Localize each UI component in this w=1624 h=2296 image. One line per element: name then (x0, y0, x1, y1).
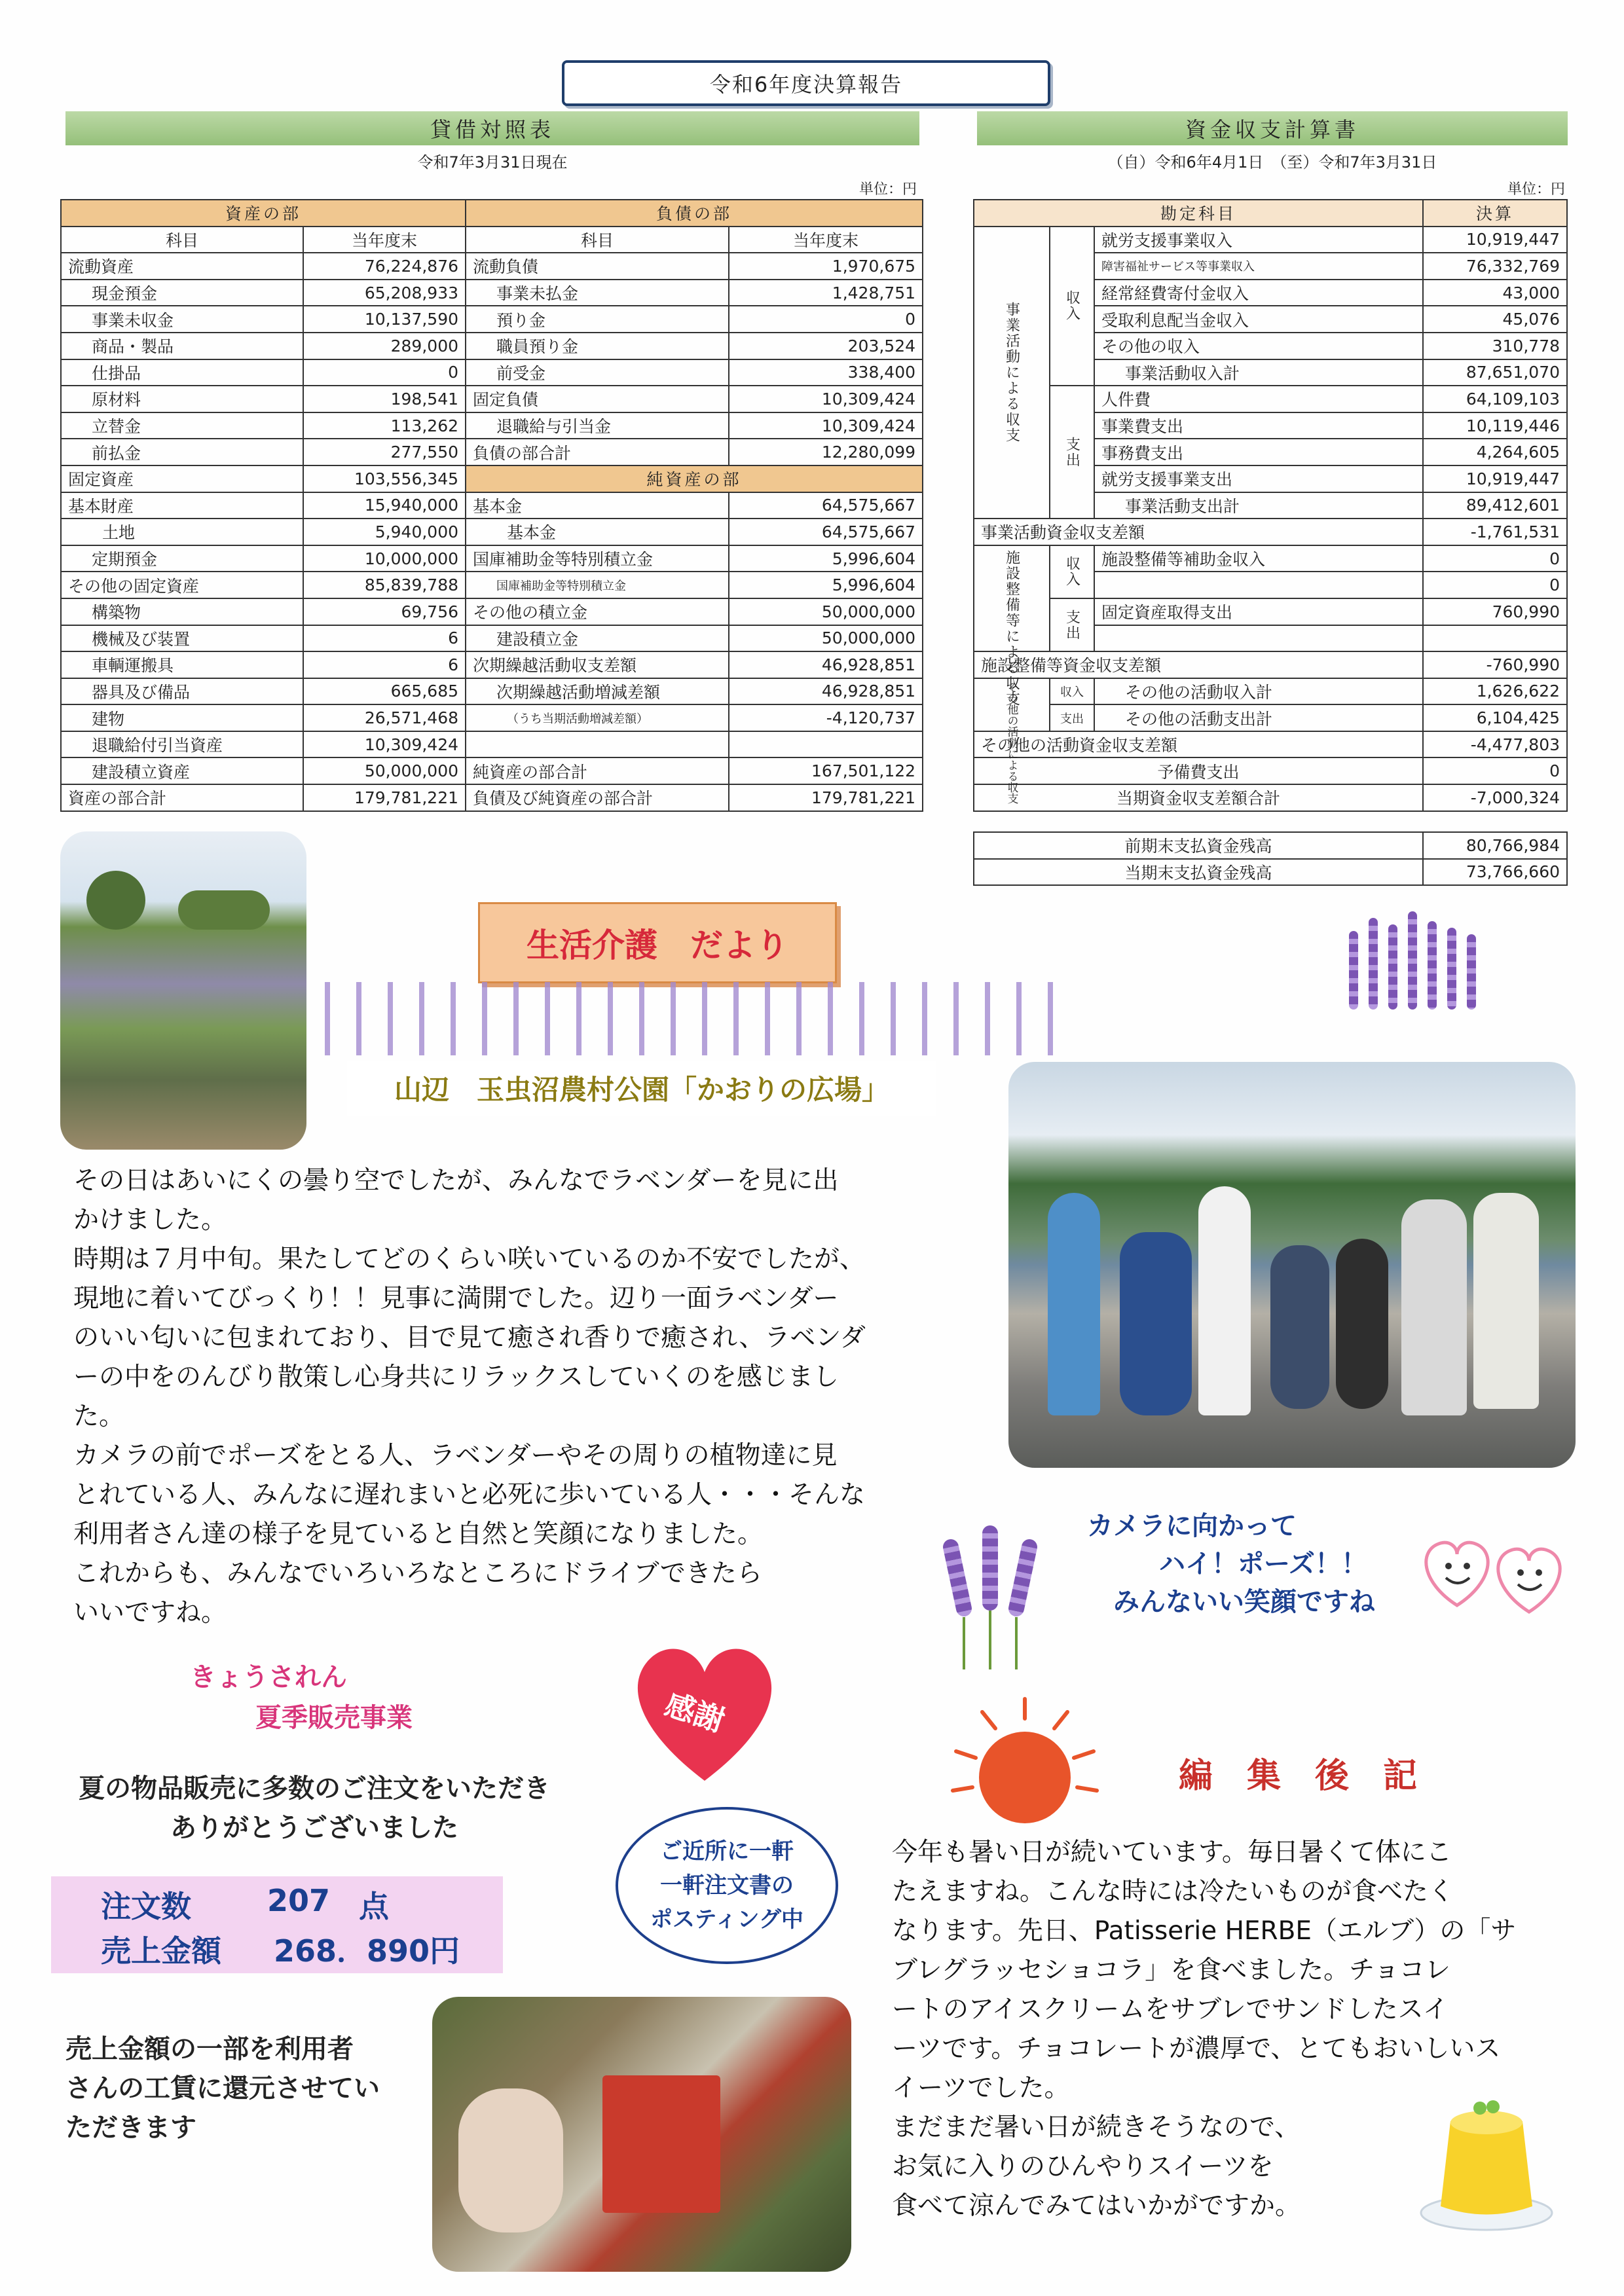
bs-cell: その他の固定資産 (61, 572, 303, 598)
cf-row: その他の収入 (1094, 333, 1423, 359)
bs-cell: 665,685 (303, 678, 466, 705)
editor-line: ブレグラッセショコラ」を食べました。チョコレ (892, 1956, 1450, 1985)
lavender-field-photo (60, 831, 306, 1150)
editor-line: お気に入りのひんやりスイーツを (892, 2152, 1274, 2181)
person-shape (458, 2088, 563, 2232)
bs-cell: 資産の部 (61, 200, 466, 227)
sun-icon (943, 1692, 1107, 1823)
body-line: た。 (73, 1402, 125, 1431)
bs-cell: 103,556,345 (303, 465, 466, 492)
bs-cell: その他の積立金 (466, 598, 729, 625)
cf-expense: 支出 (1050, 386, 1094, 519)
bs-cell: 原材料 (61, 386, 303, 412)
body-line: のいい匂いに包まれており、目で見て癒され香りで癒され、ラベンダ (73, 1323, 866, 1353)
cf-value: 310,778 (1423, 333, 1567, 359)
bs-cell: 流動負債 (466, 253, 729, 280)
cf-row: 受取利息配当金収入 (1094, 306, 1423, 333)
body-line: 利用者さん達の様子を見ていると自然と笑顔になりました。 (73, 1520, 764, 1549)
cf-value: 43,000 (1423, 280, 1567, 306)
posting-circle (616, 1807, 838, 1964)
bs-cell: 46,928,851 (729, 651, 923, 678)
posting-line: ご近所に一軒 (660, 1838, 794, 1865)
table-row (61, 731, 923, 758)
table-row (61, 439, 923, 465)
table-row (61, 625, 923, 652)
cf-value: 64,109,103 (1423, 386, 1567, 412)
cash-balance-table (973, 831, 1568, 886)
bs-cell: 167,501,122 (729, 757, 923, 784)
cf-row: 就労支援事業支出 (1094, 465, 1423, 492)
bs-cell: 資産の部合計 (61, 784, 303, 811)
cf-income: 収入 (1050, 545, 1094, 598)
editor-line: なります。先日、Patisserie HERBE（エルブ）の「サ (892, 1916, 1517, 1946)
cf-col-amount: 決算 (1423, 200, 1567, 227)
cf-row: 施設整備等補助金収入 (1094, 545, 1423, 572)
life-care-label-text: 生活介護 だより (526, 926, 788, 964)
sales-note (65, 2030, 380, 2147)
cf-group-business: 事業活動による収支 (974, 227, 1050, 519)
cf-row: その他の活動支出計 (1094, 704, 1423, 731)
bs-cell: 現金預金 (61, 280, 303, 306)
cf-group-other: その他の活動による収支 (974, 678, 1050, 731)
editor-line: ートのアイスクリームをサブレでサンドしたスイ (892, 1995, 1449, 2024)
bs-cell: 事業未収金 (61, 306, 303, 333)
balance-sheet-title: 貸借対照表 (65, 111, 919, 145)
bs-cell: 次期繰越活動収支差額 (466, 651, 729, 678)
bs-cell: 流動資産 (61, 253, 303, 280)
amount-value: 268．890円 (274, 1933, 460, 1969)
cf-value: 87,651,070 (1423, 359, 1567, 386)
body-line: とれている人、みんなに遅れまいと必死に歩いている人・・・そんな (73, 1480, 866, 1510)
bs-cell: 基本金 (466, 492, 729, 519)
cf-balance-prev: 前期末支払資金残高 (974, 832, 1423, 859)
bs-cell: 10,309,424 (729, 412, 923, 439)
editor-line: ーツです。チョコレートが濃厚で、とてもおいしいス (892, 2034, 1501, 2064)
table-row (61, 704, 923, 731)
editor-title: 編 集 後 記 (1179, 1757, 1418, 1796)
bs-cell: 土地 (61, 519, 303, 545)
table-row (61, 306, 923, 333)
lavender-illustration (1336, 911, 1493, 1029)
cf-row: その他の活動資金収支差額 (974, 731, 1423, 758)
body-line: 時期は７月中旬。果たしてどのくらい咲いているのか不安でしたが、 (73, 1245, 866, 1274)
bs-cell: 289,000 (303, 333, 466, 359)
cf-value: 4,264,605 (1423, 439, 1567, 465)
table-row (61, 412, 923, 439)
bs-cell: 車輌運搬具 (61, 651, 303, 678)
bs-cell: 69,756 (303, 598, 466, 625)
bs-cell: 負債の部合計 (466, 439, 729, 465)
balance-sheet-table (60, 199, 923, 812)
table-row (61, 757, 923, 784)
cf-value: 10,919,447 (1423, 465, 1567, 492)
cf-value: 45,076 (1423, 306, 1567, 333)
person-shape (1336, 1239, 1388, 1409)
table-row (61, 227, 923, 253)
cf-value: 0 (1423, 757, 1567, 784)
cf-group-facility: 施設整備等による収支 (974, 545, 1050, 651)
table-row (61, 545, 923, 572)
photo-caption (1087, 1507, 1454, 1621)
body-line: かけました。 (73, 1205, 227, 1235)
cashflow-unit: 単位：円 (1507, 181, 1565, 198)
cf-value: 76,332,769 (1423, 253, 1567, 280)
editor-line: イーツでした。 (892, 2073, 1070, 2103)
bs-cell: 113,262 (303, 412, 466, 439)
bs-cell: 277,550 (303, 439, 466, 465)
person-shape (1270, 1245, 1329, 1409)
bs-cell: 科目 (61, 227, 303, 253)
bs-cell: 前受金 (466, 359, 729, 386)
bs-cell: 76,224,876 (303, 253, 466, 280)
amount-label: 売上金額 (101, 1933, 221, 1969)
bs-cell (729, 731, 923, 758)
bs-cell: 179,781,221 (303, 784, 466, 811)
cf-row: 事業活動支出計 (1094, 492, 1423, 519)
life-care-label (478, 902, 837, 983)
bs-cell: 次期繰越活動増減差額 (466, 678, 729, 705)
person-shape (1473, 1193, 1539, 1409)
bs-cell: 国庫補助金等特別積立金 (466, 545, 729, 572)
bs-cell: 当年度末 (729, 227, 923, 253)
bs-cell: 85,839,788 (303, 572, 466, 598)
person-shape (1120, 1232, 1192, 1415)
table-row (61, 678, 923, 705)
bs-cell: 6 (303, 651, 466, 678)
bs-cell: 固定負債 (466, 386, 729, 412)
table-row (61, 253, 923, 280)
cf-value: 10,919,447 (1423, 227, 1567, 253)
mailbox-shape (602, 2075, 720, 2213)
bs-cell: 負債及び純資産の部合計 (466, 784, 729, 811)
cf-col-item: 勘定科目 (974, 200, 1423, 227)
cf-expense: 支出 (1050, 598, 1094, 651)
bs-cell: 立替金 (61, 412, 303, 439)
bs-cell: 198,541 (303, 386, 466, 412)
bs-cell: 負債の部 (466, 200, 923, 227)
bs-cell: 64,575,667 (729, 519, 923, 545)
bs-cell: 0 (303, 359, 466, 386)
orders-value: 207 (267, 1883, 331, 1918)
table-row (61, 333, 923, 359)
thanks-heart-text: 感謝 (660, 1686, 729, 1739)
cf-value: 10,119,446 (1423, 412, 1567, 439)
bs-cell: 基本財産 (61, 492, 303, 519)
bs-cell: 前払金 (61, 439, 303, 465)
cf-income: 収入 (1050, 227, 1094, 386)
bs-cell: 建設積立金 (466, 625, 729, 652)
bs-cell: 50,000,000 (303, 757, 466, 784)
bs-cell: 職員預り金 (466, 333, 729, 359)
bs-cell: （うち当期活動増減差額） (466, 704, 729, 731)
bs-cell: 基本金 (466, 519, 729, 545)
balance-sheet-date: 令和7年3月31日現在 (417, 153, 568, 172)
group-photo (1008, 1062, 1576, 1468)
note-line: 売上金額の一部を利用者 (65, 2034, 354, 2064)
body-line: いいですね。 (73, 1598, 227, 1628)
bs-cell (466, 731, 729, 758)
bs-cell: 12,280,099 (729, 439, 923, 465)
orders-unit: 点 (359, 1889, 389, 1924)
cf-row: 施設整備等資金収支差額 (974, 651, 1423, 678)
bs-cell: 退職給付引当資産 (61, 731, 303, 758)
cf-value (1423, 625, 1567, 652)
bs-cell: 15,940,000 (303, 492, 466, 519)
bs-cell: 203,524 (729, 333, 923, 359)
cf-value: -760,990 (1423, 651, 1567, 678)
cf-row: 経常経費寄付金収入 (1094, 280, 1423, 306)
table-row (61, 572, 923, 598)
posting-photo (432, 1997, 851, 2272)
bs-cell: 10,000,000 (303, 545, 466, 572)
lavender-sprigs-icon (923, 1525, 1054, 1676)
bs-cell: 純資産の部 (466, 465, 923, 492)
bs-cell: 1,428,751 (729, 280, 923, 306)
bs-cell: 器具及び備品 (61, 678, 303, 705)
body-line: その日はあいにくの曇り空でしたが、みんなでラベンダーを見に出 (73, 1166, 839, 1195)
bs-cell: 退職給与引当金 (466, 412, 729, 439)
cf-row: 就労支援事業収入 (1094, 227, 1423, 253)
bs-cell: 建物 (61, 704, 303, 731)
table-row (61, 359, 923, 386)
posting-line: 一軒注文書の (660, 1872, 794, 1899)
editor-line: まだまだ暑い日が続きそうなので、 (892, 2113, 1301, 2142)
life-care-body (73, 1161, 1010, 1633)
cf-value: 89,412,601 (1423, 492, 1567, 519)
bs-cell: 5,996,604 (729, 545, 923, 572)
cf-value: 80,766,984 (1423, 832, 1567, 859)
place-title: 山辺 玉虫沼農村公園「かおりの広場」 (347, 1061, 936, 1116)
cashflow-table (973, 199, 1568, 812)
cf-row: 事務費支出 (1094, 439, 1423, 465)
jelly-dessert-icon (1414, 2082, 1559, 2239)
sales-figures-box (51, 1876, 503, 1973)
table-row (61, 280, 923, 306)
table-row (61, 598, 923, 625)
bs-cell: 0 (729, 306, 923, 333)
report-title: 令和6年度決算報告 (562, 60, 1050, 106)
bs-cell: 仕掛品 (61, 359, 303, 386)
caption-line: みんないい笑顔ですね (1113, 1587, 1375, 1617)
cf-row: 事業活動資金収支差額 (974, 519, 1423, 545)
cf-value: 6,104,425 (1423, 704, 1567, 731)
smiley-hearts-icon (1414, 1520, 1578, 1618)
bs-cell: 5,940,000 (303, 519, 466, 545)
bs-cell: 商品・製品 (61, 333, 303, 359)
body-line: これからも、みんなでいろいろなところにドライブできたら (73, 1559, 762, 1588)
bs-cell: 構築物 (61, 598, 303, 625)
person-shape (1048, 1193, 1100, 1415)
editor-line: 食べて涼んでみてはいかがですか。 (892, 2191, 1301, 2221)
person-shape (1401, 1199, 1467, 1415)
bs-cell: 事業未払金 (466, 280, 729, 306)
cf-balance-curr: 当期末支払資金残高 (974, 859, 1423, 886)
bs-cell: 預り金 (466, 306, 729, 333)
sales-title: 夏季販売事業 (255, 1703, 413, 1733)
sales-org: きょうされん (190, 1662, 347, 1692)
editor-line: 今年も暑い日が続いています。毎日暑くて体にこ (892, 1838, 1452, 1867)
cf-expense: 支出 (1050, 704, 1094, 731)
bs-cell: 50,000,000 (729, 625, 923, 652)
cf-row (1094, 572, 1423, 598)
bs-cell: 5,996,604 (729, 572, 923, 598)
cf-value: 0 (1423, 545, 1567, 572)
table-row (61, 651, 923, 678)
bs-cell: 26,571,468 (303, 704, 466, 731)
cf-row: 当期資金収支差額合計 (974, 784, 1423, 811)
posting-line: ポスティング中 (650, 1906, 803, 1933)
cf-value: 0 (1423, 572, 1567, 598)
cf-income: 収入 (1050, 678, 1094, 705)
body-line: 現地に着いてびっくり！！見事に満開でした。辺り一面ラベンダー (73, 1284, 839, 1313)
body-line: カメラの前でポーズをとる人、ラベンダーやその周りの植物達に見 (73, 1441, 838, 1470)
bs-cell: 固定資産 (61, 465, 303, 492)
tree-shape (178, 890, 270, 930)
tree-shape (86, 871, 145, 930)
bs-cell: 65,208,933 (303, 280, 466, 306)
table-row (61, 200, 923, 227)
bs-cell: 6 (303, 625, 466, 652)
cf-row: 事業費支出 (1094, 412, 1423, 439)
bs-cell: 50,000,000 (729, 598, 923, 625)
orders-label: 注文数 (101, 1889, 191, 1924)
caption-line: ハイ！ポーズ！！ (1159, 1549, 1367, 1579)
editor-line: たえますね。こんな時には冷たいものが食べたく (892, 1877, 1454, 1906)
thanks-line-1: 夏の物品販売に多数のご注文をいただき (79, 1774, 550, 1804)
bs-cell: 1,970,675 (729, 253, 923, 280)
bs-cell: 科目 (466, 227, 729, 253)
note-line: ただきます (65, 2113, 196, 2143)
bs-cell: 64,575,667 (729, 492, 923, 519)
bs-cell: 179,781,221 (729, 784, 923, 811)
bs-cell: -4,120,737 (729, 704, 923, 731)
lavender-border-decoration (308, 982, 1067, 1055)
table-row (61, 465, 923, 492)
bs-cell: 機械及び装置 (61, 625, 303, 652)
cf-value: 73,766,660 (1423, 859, 1567, 886)
thanks-line-2: ありがとうございました (170, 1813, 458, 1843)
cf-row: その他の活動収入計 (1094, 678, 1423, 705)
bs-cell: 10,309,424 (729, 386, 923, 412)
cf-value: -4,477,803 (1423, 731, 1567, 758)
bs-cell: 10,137,590 (303, 306, 466, 333)
table-row (61, 386, 923, 412)
bs-cell: 建設積立資産 (61, 757, 303, 784)
balance-sheet-unit: 単位：円 (858, 181, 917, 198)
cf-value: -7,000,324 (1423, 784, 1567, 811)
bs-cell: 国庫補助金等特別積立金 (466, 572, 729, 598)
caption-line: カメラに向かって (1087, 1511, 1297, 1541)
bs-cell: 46,928,851 (729, 678, 923, 705)
cf-value: 760,990 (1423, 598, 1567, 625)
bs-cell: 当年度末 (303, 227, 466, 253)
cf-row (1094, 625, 1423, 652)
cashflow-date: （自）令和6年4月1日 （至）令和7年3月31日 (1107, 153, 1437, 172)
note-line: さんの工賃に還元させてい (65, 2073, 380, 2104)
cashflow-title: 資金収支計算書 (977, 111, 1568, 145)
bs-cell: 純資産の部合計 (466, 757, 729, 784)
cf-value: -1,761,531 (1423, 519, 1567, 545)
cf-row: 事業活動収入計 (1094, 359, 1423, 386)
cf-row: 障害福祉サービス等事業収入 (1094, 253, 1423, 280)
table-row (61, 784, 923, 811)
table-row (61, 492, 923, 519)
cf-row: 予備費支出 (974, 757, 1423, 784)
body-line: ーの中をのんびり散策し心身共にリラックスしていくのを感じまし (73, 1362, 839, 1392)
cf-value: 1,626,622 (1423, 678, 1567, 705)
bs-cell: 定期預金 (61, 545, 303, 572)
person-shape (1198, 1186, 1251, 1415)
bs-cell: 10,309,424 (303, 731, 466, 758)
cf-row: 人件費 (1094, 386, 1423, 412)
bs-cell: 338,400 (729, 359, 923, 386)
table-row (61, 519, 923, 545)
cf-row: 固定資産取得支出 (1094, 598, 1423, 625)
